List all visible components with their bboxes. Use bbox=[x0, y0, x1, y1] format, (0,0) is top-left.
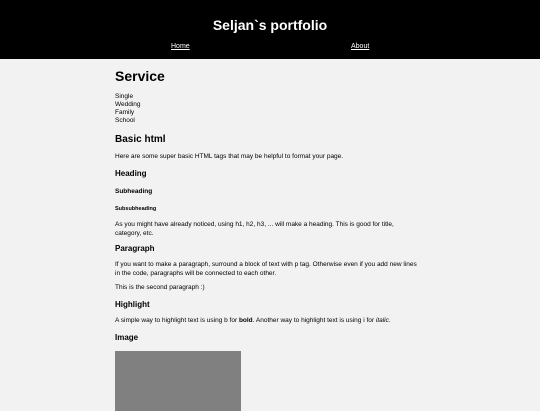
highlight-text-part2: . Another way to highlight text is using i for bbox=[252, 317, 376, 324]
basic-html-heading: Basic html bbox=[115, 134, 166, 145]
site-header bbox=[0, 0, 540, 59]
heading-explanation: As you might have already noticed, using h1, h2, h3, ... will make a heading. This is good for title, category, etc. bbox=[115, 221, 394, 237]
paragraph-text-1: If you want to make a paragraph, surround a block of text with p tag. Otherwise even if you add new lines in the code, paragraphs will be connected to each other. bbox=[115, 261, 417, 277]
service-heading: Service bbox=[115, 68, 165, 84]
site-title: Seljan`s portfolio bbox=[212, 17, 328, 33]
highlight-section-title: Highlight bbox=[115, 300, 150, 309]
service-item-single: Single bbox=[115, 93, 134, 100]
nav-link-about[interactable]: About bbox=[351, 43, 370, 50]
bold-example: bold bbox=[238, 317, 253, 324]
subheading-example: Subheading bbox=[115, 188, 153, 195]
paragraph-section-title: Paragraph bbox=[115, 244, 155, 253]
highlight-text bbox=[115, 317, 420, 326]
image-placeholder bbox=[115, 351, 241, 411]
italic-example: italic bbox=[375, 317, 389, 324]
highlight-text-part3: . bbox=[388, 317, 391, 324]
intro-text: Here are some super basic HTML tags that may be helpful to format your page. bbox=[115, 153, 344, 160]
service-item-school: School bbox=[115, 117, 135, 124]
main-content bbox=[115, 59, 425, 405]
heading-section-title: Heading bbox=[115, 169, 147, 178]
highlight-text-part1: A simple way to highlight text is using b for bbox=[115, 317, 239, 324]
paragraph-text-2: This is the second paragraph :) bbox=[115, 284, 205, 291]
subsubheading-example: Subsubheading bbox=[115, 206, 157, 212]
image-section-title: Image bbox=[115, 333, 139, 342]
nav-link-home[interactable]: Home bbox=[171, 43, 190, 50]
service-item-wedding: Wedding bbox=[115, 101, 141, 108]
service-item-family: Family bbox=[115, 109, 135, 116]
